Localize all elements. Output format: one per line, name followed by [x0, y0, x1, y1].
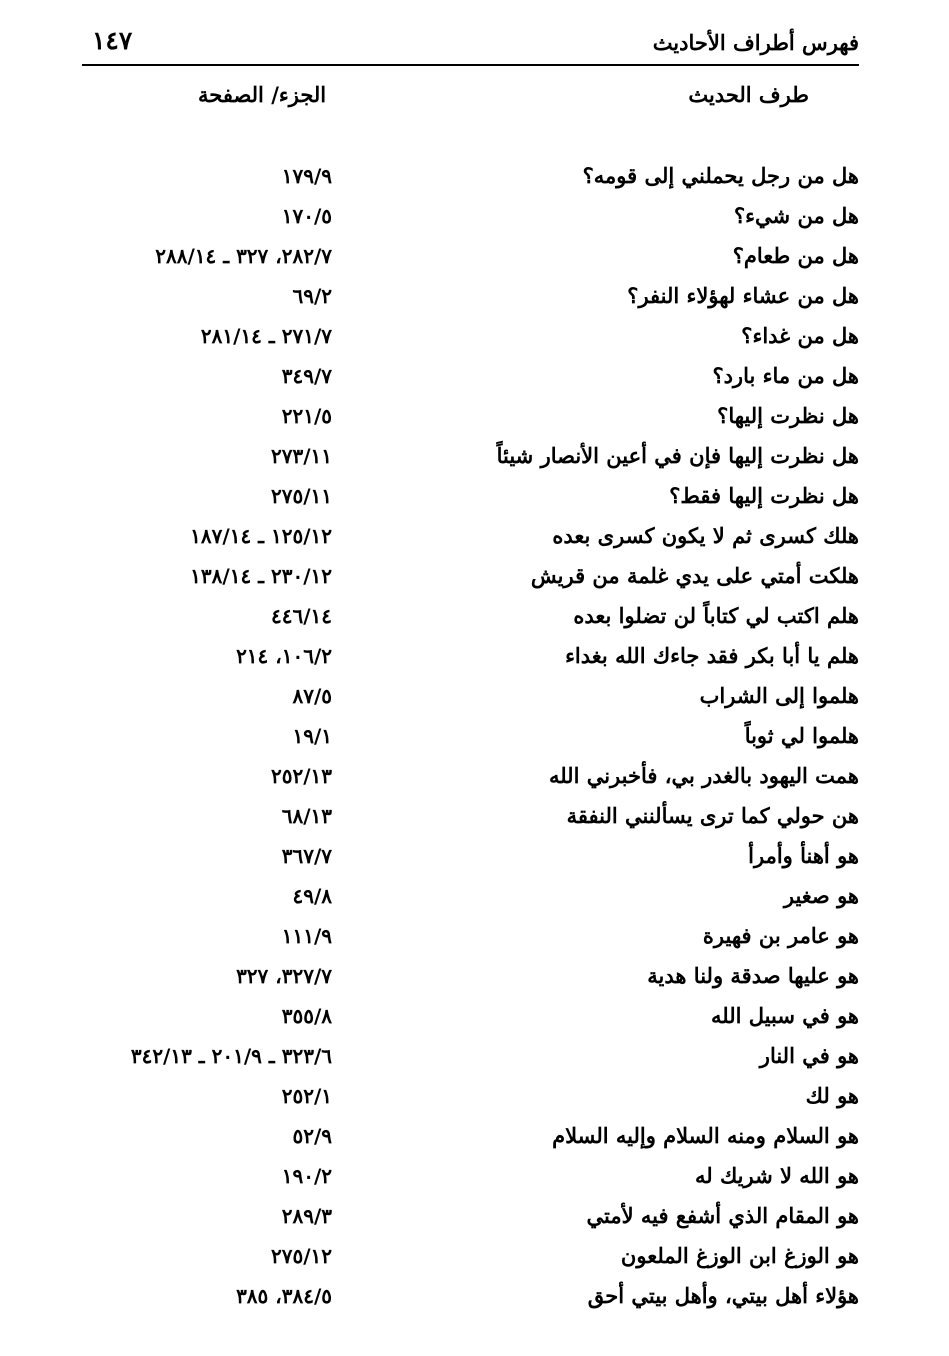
volume-page-reference: ٢٥٢/١	[281, 1084, 332, 1108]
index-entry	[82, 200, 859, 240]
volume-page-reference: ١٩/١	[292, 724, 332, 748]
volume-page-reference: ٢٨٩/٣	[281, 1204, 332, 1228]
hadith-incipit: هل نظرت إليها فإن في أعين الأنصار شيئاً	[496, 443, 859, 468]
page-number: ١٤٧	[92, 26, 133, 55]
volume-page-reference: ٦٩/٢	[292, 284, 332, 308]
volume-page-reference: ٣٢٣/٦ ـ ٢٠١/٩ ـ ٣٤٢/١٣	[130, 1044, 332, 1068]
volume-page-reference: ٢٣٠/١٢ ـ ١٣٨/١٤	[190, 564, 332, 588]
volume-page-reference: ٣٤٩/٧	[281, 364, 332, 388]
volume-page-reference: ٢٧٣/١١	[270, 444, 332, 468]
index-entry	[82, 240, 859, 280]
hadith-incipit: هو عامر بن فهيرة	[702, 923, 859, 948]
hadith-incipit: هؤلاء أهل بيتي، وأهل بيتي أحق	[587, 1283, 859, 1308]
index-entry	[82, 720, 859, 760]
index-entry	[82, 1120, 859, 1160]
volume-page-reference: ٢٧٥/١٢	[270, 1244, 332, 1268]
index-entry	[82, 1240, 859, 1280]
volume-page-reference: ١٢٥/١٢ ـ ١٨٧/١٤	[190, 524, 332, 548]
volume-page-reference: ٣٦٧/٧	[281, 844, 332, 868]
hadith-incipit: هل من عشاء لهؤلاء النفر؟	[627, 283, 859, 308]
hadith-incipit: هل من طعام؟	[732, 243, 859, 268]
volume-page-reference: ٤٤٦/١٤	[270, 604, 332, 628]
index-entry	[82, 600, 859, 640]
volume-page-reference: ٢٥٢/١٣	[270, 764, 332, 788]
index-entry	[82, 400, 859, 440]
volume-page-reference: ٢٢١/٥	[281, 404, 332, 428]
volume-page-reference: ٣٢٧/٧، ٣٢٧	[236, 964, 332, 988]
index-entry	[82, 320, 859, 360]
hadith-incipit: هلم اكتب لي كتاباً لن تضلوا بعده	[573, 603, 859, 628]
index-entry	[82, 960, 859, 1000]
hadith-incipit: همت اليهود بالغدر بي، فأخبرني الله	[548, 763, 859, 788]
index-entry	[82, 560, 859, 600]
index-entry	[82, 760, 859, 800]
hadith-incipit: هلكت أمتي على يدي غلمة من قريش	[530, 563, 859, 588]
hadith-incipit: هن حولي كما ترى يسألنني النفقة	[566, 803, 859, 828]
hadith-incipit: هو في النار	[759, 1043, 859, 1068]
hadith-incipit: هو المقام الذي أشفع فيه لأمتي	[586, 1203, 859, 1228]
volume-page-reference: ١٧٩/٩	[281, 164, 332, 188]
index-entry	[82, 1000, 859, 1040]
index-entry	[82, 800, 859, 840]
index-entry	[82, 640, 859, 680]
volume-page-reference: ٤٩/٨	[292, 884, 332, 908]
column-header-hadith: طرف الحديث	[688, 82, 809, 107]
hadith-index-list	[82, 160, 859, 1320]
volume-page-reference: ١١١/٩	[281, 924, 332, 948]
index-entry	[82, 520, 859, 560]
index-entry	[82, 680, 859, 720]
hadith-incipit: هل من غداء؟	[741, 323, 859, 348]
volume-page-reference: ٢٧١/٧ ـ ٢٨١/١٤	[200, 324, 332, 348]
volume-page-reference: ٣٨٤/٥، ٣٨٥	[236, 1284, 332, 1308]
index-entry	[82, 880, 859, 920]
index-entry	[82, 1040, 859, 1080]
column-headers	[82, 82, 859, 114]
index-entry	[82, 1200, 859, 1240]
hadith-incipit: هل من رجل يحملني إلى قومه؟	[582, 163, 859, 188]
volume-page-reference: ٨٧/٥	[292, 684, 332, 708]
running-title: فهرس أطراف الأحاديث	[652, 30, 859, 55]
running-header	[82, 22, 859, 66]
hadith-incipit: هو لك	[805, 1083, 859, 1108]
index-entry	[82, 840, 859, 880]
hadith-incipit: هل من ماء بارد؟	[712, 363, 859, 388]
volume-page-reference: ١٠٦/٢، ٢١٤	[236, 644, 332, 668]
hadith-incipit: هلم يا أبا بكر فقد جاءك الله بغداء	[565, 643, 859, 668]
hadith-incipit: هو صغير	[783, 883, 859, 908]
index-entry	[82, 1160, 859, 1200]
hadith-incipit: هلموا إلى الشراب	[699, 683, 859, 708]
volume-page-reference: ٥٢/٩	[292, 1124, 332, 1148]
header-divider	[82, 64, 859, 66]
volume-page-reference: ١٩٠/٢	[281, 1164, 332, 1188]
volume-page-reference: ٦٨/١٣	[281, 804, 332, 828]
index-entry	[82, 360, 859, 400]
hadith-incipit: هل من شيء؟	[734, 203, 859, 228]
hadith-incipit: هو الله لا شريك له	[695, 1163, 859, 1188]
index-entry	[82, 1280, 859, 1320]
index-entry	[82, 160, 859, 200]
volume-page-reference: ٢٧٥/١١	[270, 484, 332, 508]
volume-page-reference: ١٧٠/٥	[281, 204, 332, 228]
hadith-incipit: هو في سبيل الله	[710, 1003, 859, 1028]
index-entry	[82, 440, 859, 480]
column-header-reference: الجزء/ الصفحة	[198, 82, 327, 107]
hadith-incipit: هو عليها صدقة ولنا هدية	[647, 963, 859, 988]
hadith-incipit: هل نظرت إليها؟	[717, 403, 859, 428]
volume-page-reference: ٢٨٢/٧، ٣٢٧ ـ ٢٨٨/١٤	[155, 244, 332, 268]
index-entry	[82, 920, 859, 960]
hadith-incipit: هلموا لي ثوباً	[744, 723, 859, 748]
hadith-incipit: هو السلام ومنه السلام وإليه السلام	[552, 1123, 859, 1148]
hadith-incipit: هلك كسرى ثم لا يكون كسرى بعده	[552, 523, 859, 548]
index-entry	[82, 280, 859, 320]
index-entry	[82, 1080, 859, 1120]
index-entry	[82, 480, 859, 520]
hadith-incipit: هل نظرت إليها فقط؟	[669, 483, 859, 508]
hadith-incipit: هو الوزغ ابن الوزغ الملعون	[620, 1243, 859, 1268]
hadith-incipit: هو أهنأ وأمرأ	[748, 843, 859, 868]
volume-page-reference: ٣٥٥/٨	[281, 1004, 332, 1028]
